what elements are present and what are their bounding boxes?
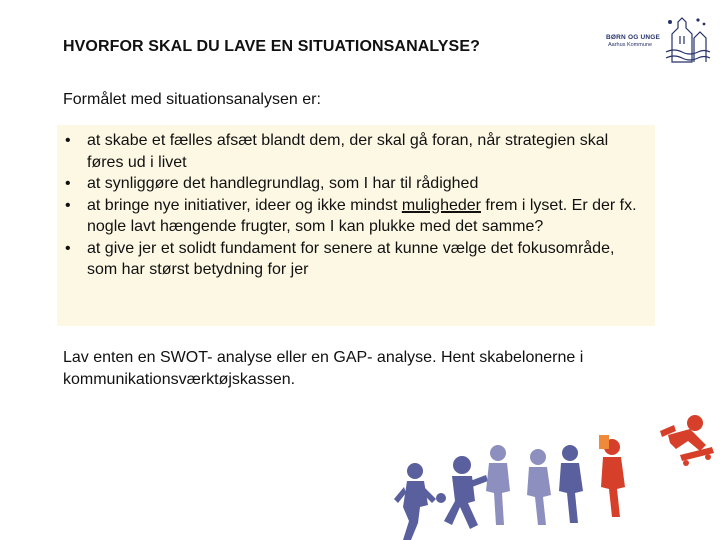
children-playing-illustration [0,395,720,540]
bullet-item [57,173,647,195]
logo-line-1: BØRN OG UNGE [606,34,661,41]
bullet-list [57,130,647,281]
bullet-text-before: at bringe nye initiativer, ideer og ikke mindst [87,196,402,214]
child-figure [599,435,625,517]
bullet-box [57,125,655,326]
child-figure [444,456,488,529]
slide-title: HVORFOR SKAL DU LAVE EN SITUATIONSANALYSE? [63,38,480,55]
closing-text: Lav enten en SWOT- analyse eller en GAP- analyse. Hent skabelonerne i kommunikationsværktøjskassen. [63,349,584,388]
skateboarder-figure [660,415,714,466]
child-figure [486,445,510,525]
bullet-marker: • [65,132,71,149]
bullet-marker: • [65,175,71,192]
intro-text: Formålet med situationsanalysen er: [63,91,321,108]
bullet-text-after: frem i lyset. Er der fx. nogle lavt hængende frugter, som I kan plukke med det samme? [87,196,637,235]
child-figure [394,463,436,540]
aarhus-logo [598,14,718,66]
bullet-text: at synliggøre det handlegrundlag, som I har til rådighed [87,175,479,192]
logo-line-2: Aarhus Kommune [608,42,653,48]
bullet-text: at skabe et fælles afsæt blandt dem, der skal gå foran, når strategien skal føres ud i livet [87,132,609,171]
bullet-item [57,238,647,281]
child-figure [527,449,551,525]
bullet-marker: • [65,196,71,214]
bullet-item [57,195,647,238]
bullet-text: at give jer et solidt fundament for senere at kunne vælge det fokusområde, som har størst betydning for jer [87,239,615,278]
bullet-item [57,130,647,173]
ball-icon [436,493,446,503]
city-seal-icon [664,14,712,64]
child-figure [559,445,583,523]
bullet-underlined-word: muligheder [401,196,481,214]
bullet-marker: • [65,239,71,257]
